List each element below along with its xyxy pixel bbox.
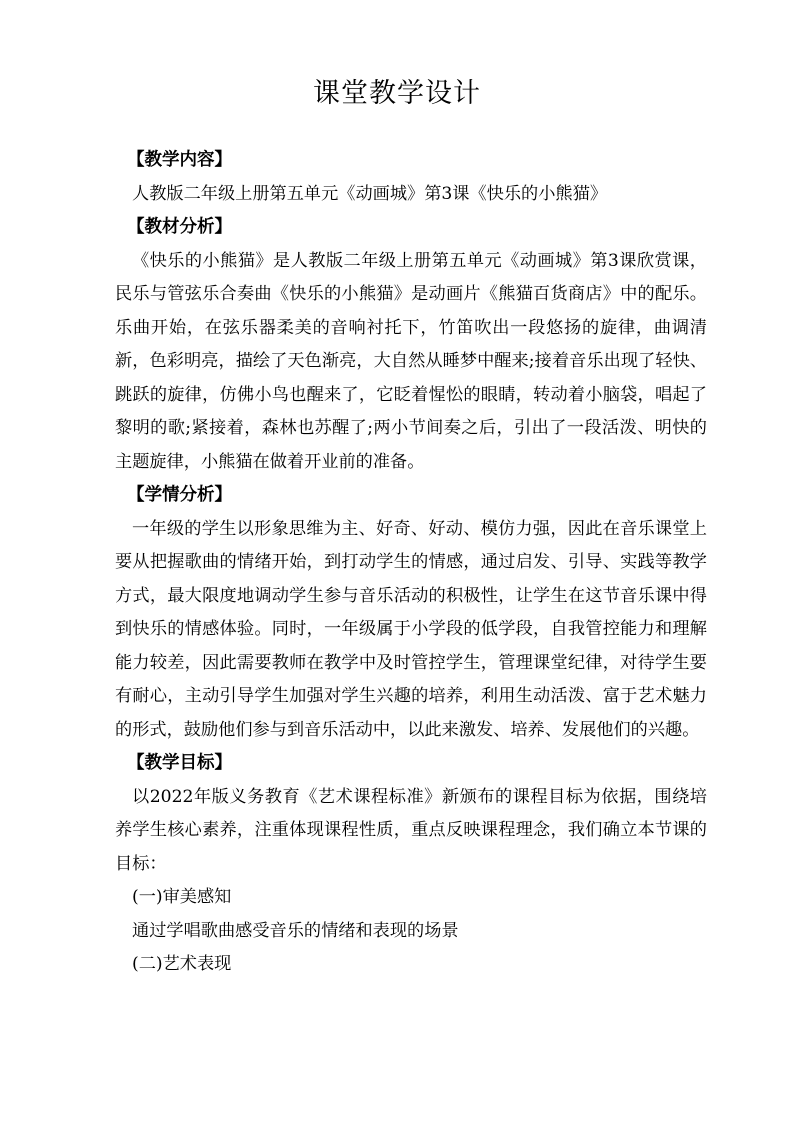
material-analysis-text: 《快乐的小熊猫》是人教版二年级上册第五单元《动画城》第3课欣赏课，民乐与管弦乐合奏曲《快乐的小熊猫》是动画片《熊猫百货商店》中的配乐。乐曲开始，在弦乐器柔美的音响衬托下，竹笛吹出一段悠扬的旋律，曲调清新，色彩明亮，描绘了天色渐亮，大自然从睡梦中醒来;接着音乐出现了轻快、跳跃的旋律，仿佛小鸟也醒来了，它眨着惺忪的眼睛，转动着小脑袋，唱起了黎明的歌;紧接着，森林也苏醒了;两小节间奏之后，引出了一段活泼、明快的主题旋律，小熊猫在做着开业前的准备。 xyxy=(115,250,707,472)
teaching-goals-heading: 【教学目标】 xyxy=(127,753,232,773)
goal-item-artistic-label: (二)艺术表现 xyxy=(132,954,232,974)
document-body xyxy=(115,144,707,982)
teaching-goals-intro: 以2022年版义务教育《艺术课程标准》新颁布的课程目标为依据，围绕培养学生核心素养，注重体现课程性质，重点反映课程理念，我们确立本节课的目标： xyxy=(115,786,707,874)
page-title: 课堂教学设计 xyxy=(313,78,481,109)
teaching-content-heading: 【教学内容】 xyxy=(127,150,232,170)
teaching-content-text: 人教版二年级上册第五单元《动画城》第3课《快乐的小熊猫》 xyxy=(132,183,608,204)
student-analysis-heading: 【学情分析】 xyxy=(127,485,232,505)
goal-item-aesthetic-text: 通过学唱歌曲感受音乐的情绪和表现的场景 xyxy=(132,920,459,941)
student-analysis-text: 一年级的学生以形象思维为主、好奇、好动、模仿力强，因此在音乐课堂上要从把握歌曲的情绪开始，到打动学生的情感，通过启发、引导、实践等教学方式，最大限度地调动学生参与音乐活动的积极性，让学生在这节音乐课中得到快乐的情感体验。同时，一年级属于小学段的低学段，自我管控能力和理解能力较差，因此需要教师在教学中及时管控学生，管理课堂纪律，对待学生要有耐心，主动引导学生加强对学生兴趣的培养，利用生动活泼、富于艺术魅力的形式，鼓励他们参与到音乐活动中，以此来激发、培养、发展他们的兴趣。 xyxy=(115,518,707,740)
goal-item-aesthetic-label: (一)审美感知 xyxy=(132,887,232,907)
material-analysis-heading: 【教材分析】 xyxy=(127,217,232,237)
